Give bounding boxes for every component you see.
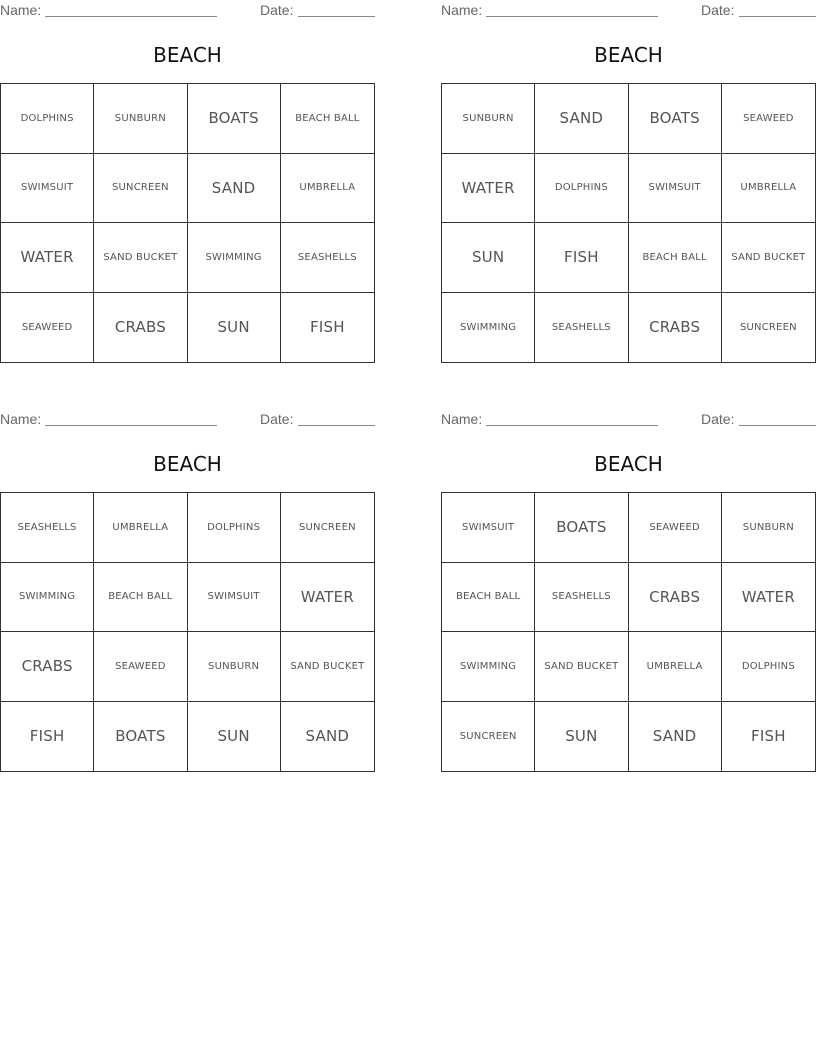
bingo-card-2 (441, 0, 816, 365)
bingo-cell[interactable]: WATER (1, 223, 94, 293)
bingo-cell[interactable]: BEACH BALL (281, 84, 374, 154)
bingo-cell[interactable]: SUNCREEN (281, 493, 374, 563)
date-field[interactable] (298, 16, 375, 17)
bingo-cell[interactable]: SWIMSUIT (629, 154, 722, 224)
bingo-cell[interactable]: SWIMMING (442, 632, 535, 702)
bingo-cell[interactable]: SEAWEED (1, 293, 94, 363)
bingo-cell[interactable]: DOLPHINS (535, 154, 628, 224)
bingo-cell[interactable]: BEACH BALL (442, 563, 535, 633)
bingo-cell[interactable]: FISH (751, 727, 786, 746)
bingo-cell[interactable]: DOLPHINS (1, 84, 94, 154)
bingo-cell[interactable]: SUNCREEN (94, 154, 187, 224)
bingo-cell[interactable]: SWIMSUIT (442, 493, 535, 563)
card-title: BEACH (153, 452, 222, 476)
card-title: BEACH (153, 43, 222, 67)
bingo-cell[interactable]: SUNCREEN (739, 321, 797, 333)
bingo-cell[interactable]: SUNBURN (188, 632, 281, 702)
bingo-cell[interactable]: UMBRELLA (629, 632, 722, 702)
bingo-cell[interactable]: SAND BUCKET (535, 632, 628, 702)
bingo-cell[interactable]: SAND BUCKET (722, 223, 815, 293)
date-field[interactable] (298, 425, 375, 426)
bingo-cell[interactable]: SAND (305, 727, 350, 746)
bingo-cell[interactable]: SWIMMING (188, 223, 281, 293)
date-field[interactable] (739, 16, 816, 17)
bingo-cell[interactable]: SEASHELLS (281, 223, 374, 293)
bingo-cell[interactable]: UMBRELLA (94, 493, 187, 563)
bingo-cell[interactable]: FISH (535, 223, 628, 293)
bingo-cell[interactable]: SUN (535, 702, 628, 772)
bingo-cell[interactable]: DOLPHINS (722, 632, 815, 702)
bingo-cell[interactable]: BOATS (535, 493, 628, 563)
bingo-cell[interactable]: CRABS (629, 293, 722, 363)
bingo-cell[interactable]: SUN (188, 293, 281, 363)
bingo-cell[interactable]: CRABS (94, 293, 187, 363)
bingo-cell[interactable]: SAND BUCKET (281, 632, 374, 702)
bingo-cell[interactable]: CRABS (629, 563, 722, 633)
bingo-cell[interactable]: SUNCREEN (442, 702, 535, 772)
card-header (0, 2, 375, 20)
bingo-grid (441, 492, 816, 772)
bingo-cell[interactable]: UMBRELLA (281, 154, 374, 224)
name-label: Name: (441, 2, 483, 18)
card-header (0, 411, 375, 429)
bingo-cell[interactable]: WATER (442, 154, 535, 224)
card-title: BEACH (594, 452, 663, 476)
bingo-cell[interactable]: DOLPHINS (188, 493, 281, 563)
name-field[interactable] (486, 16, 658, 17)
bingo-cell[interactable]: SUNBURN (722, 493, 815, 563)
bingo-cell[interactable]: SEAWEED (722, 84, 815, 154)
date-label: Date: (701, 2, 735, 18)
bingo-cell[interactable]: BEACH BALL (629, 223, 722, 293)
bingo-cell[interactable]: SEAWEED (94, 632, 187, 702)
bingo-cell[interactable]: SAND (629, 702, 722, 772)
bingo-card-3 (0, 409, 375, 774)
bingo-cell[interactable]: SUNBURN (94, 84, 187, 154)
bingo-cell[interactable]: SUNBURN (442, 84, 535, 154)
bingo-cell[interactable]: SEASHELLS (535, 293, 628, 363)
bingo-cell[interactable]: SEASHELLS (1, 493, 94, 563)
bingo-cell[interactable]: SAND (535, 84, 628, 154)
bingo-cell[interactable]: WATER (281, 563, 374, 633)
bingo-cell[interactable]: SAND (188, 154, 281, 224)
bingo-cell[interactable]: FISH (1, 702, 94, 772)
bingo-cell[interactable]: BOATS (188, 84, 281, 154)
bingo-cell[interactable]: SUN (188, 702, 281, 772)
date-label: Date: (260, 2, 294, 18)
bingo-cell[interactable]: SWIMMING (1, 563, 94, 633)
bingo-cell[interactable]: BOATS (94, 702, 187, 772)
bingo-cell[interactable]: FISH (310, 318, 345, 337)
bingo-cell[interactable]: SWIMSUIT (1, 154, 94, 224)
bingo-grid (441, 83, 816, 363)
bingo-cell[interactable]: CRABS (1, 632, 94, 702)
name-label: Name: (0, 2, 42, 18)
bingo-grid (0, 83, 375, 363)
bingo-cell[interactable]: UMBRELLA (722, 154, 815, 224)
card-header (441, 411, 816, 429)
card-title: BEACH (594, 43, 663, 67)
bingo-cell[interactable]: BEACH BALL (94, 563, 187, 633)
date-label: Date: (260, 411, 294, 427)
name-field[interactable] (45, 425, 217, 426)
card-header (441, 2, 816, 20)
name-field[interactable] (45, 16, 217, 17)
bingo-grid (0, 492, 375, 772)
bingo-cell[interactable]: SUN (442, 223, 535, 293)
bingo-cell[interactable]: SWIMSUIT (188, 563, 281, 633)
name-label: Name: (441, 411, 483, 427)
date-label: Date: (701, 411, 735, 427)
bingo-cell[interactable]: SAND BUCKET (94, 223, 187, 293)
bingo-cell[interactable]: BOATS (629, 84, 722, 154)
name-field[interactable] (486, 425, 658, 426)
bingo-card-4 (441, 409, 816, 774)
date-field[interactable] (739, 425, 816, 426)
bingo-cell[interactable]: SWIMMING (442, 293, 535, 363)
bingo-card-1 (0, 0, 375, 365)
bingo-cell[interactable]: SEASHELLS (535, 563, 628, 633)
name-label: Name: (0, 411, 42, 427)
bingo-cell[interactable]: SEAWEED (629, 493, 722, 563)
bingo-cell[interactable]: WATER (722, 563, 815, 633)
